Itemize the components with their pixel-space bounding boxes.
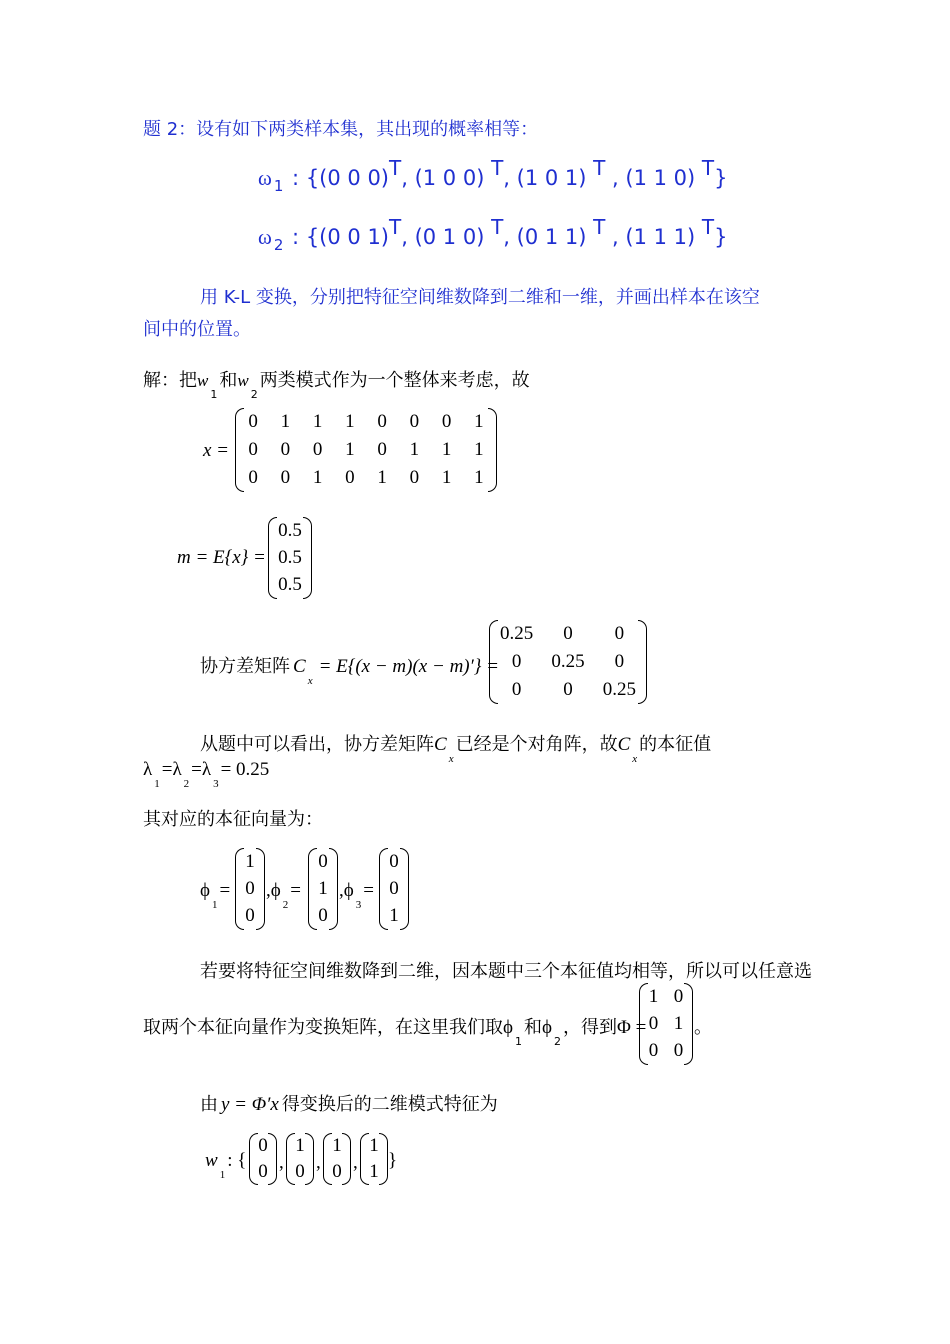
matrix-cell: 0.25: [551, 651, 585, 672]
comma: ,: [339, 880, 344, 901]
right-paren: [256, 848, 265, 930]
matrix-cell: 1: [441, 467, 452, 488]
matrix-cell: 0: [345, 467, 355, 488]
omega1-part: , (1 0 0): [401, 166, 492, 190]
matrix-cell: 1: [441, 439, 452, 460]
matrix-cell: 0.5: [278, 546, 302, 568]
matrix-cell: 0.25: [602, 679, 636, 700]
matrix-cell: 0: [614, 651, 625, 672]
matrix-cell: 0: [563, 623, 573, 644]
x-matrix: [237, 408, 495, 492]
eigenvector-heading: 其对应的本征向量为：: [143, 809, 323, 830]
left-paren: [235, 848, 244, 930]
left-paren: [379, 848, 388, 930]
covariance-line: [200, 652, 499, 687]
reduce-text-b: ，得到: [563, 1017, 618, 1038]
matrix-cell: 0: [389, 850, 399, 872]
phi-symbol: ϕ: [542, 1017, 553, 1038]
x-label: x =: [203, 440, 230, 461]
left-paren: [323, 1133, 332, 1185]
matrix-cell: 0: [563, 679, 573, 700]
matrix-cell: 0: [389, 877, 399, 899]
reduce-line-1: 若要将特征空间维数降到二维，因本题中三个本征值均相等，所以可以任意选: [200, 961, 812, 982]
matrix-cell: 1: [312, 411, 323, 432]
w1-projected-label: [205, 1150, 247, 1181]
right-paren: [268, 1133, 277, 1185]
matrix-cell: 1: [332, 1135, 342, 1156]
w1-sub: 1: [219, 1169, 226, 1181]
right-paren: [303, 517, 312, 599]
eq-sign: =: [219, 880, 231, 901]
left-paren: [268, 517, 277, 599]
matrix-cell: 1: [369, 1161, 379, 1182]
matrix-cell: 0: [673, 1040, 684, 1062]
left-paren: [639, 983, 648, 1065]
phi-symbol: ϕ: [270, 880, 281, 901]
left-paren: [235, 408, 244, 492]
matrix-cell: 1: [345, 411, 355, 432]
right-paren: [305, 1133, 314, 1185]
matrix-cell: 0.5: [278, 574, 302, 596]
phi3-label: [339, 880, 374, 911]
matrix-cell: 1: [409, 439, 420, 460]
lambda-symbol: λ: [201, 759, 212, 780]
matrix-cell: 0: [511, 651, 522, 672]
diag-text-a: 从题中可以看出，协方差矩阵: [200, 734, 434, 755]
reduce-and: 和: [524, 1017, 543, 1038]
transpose-mark: T: [593, 156, 606, 180]
right-paren: [684, 983, 693, 1065]
matrix-cell: 0: [377, 439, 387, 460]
matrix-cell: 0: [248, 467, 258, 488]
lambda-sub3: 3: [213, 778, 219, 790]
w1-vector-4: [362, 1133, 386, 1185]
matrix-cell: 0: [409, 467, 420, 488]
matrix-cell: 0.5: [278, 519, 302, 541]
transpose-mark: T: [389, 156, 402, 180]
eq-sign: =: [161, 759, 173, 780]
phi-sub3: 3: [355, 899, 362, 911]
left-paren: [308, 848, 317, 930]
eigenvalue: = 0.25: [220, 759, 270, 780]
mean-vector: [270, 517, 310, 599]
omega1-set: [258, 156, 728, 195]
omega2-colon: :: [285, 225, 306, 249]
matrix-cell: 0: [258, 1135, 268, 1156]
left-paren: [249, 1133, 258, 1185]
w1-symbol: w: [205, 1150, 218, 1171]
matrix-cell: 0: [280, 467, 291, 488]
matrix-cell: 1: [318, 877, 328, 899]
cov-C: C: [293, 656, 306, 677]
omega1-part: {(0 0 0): [305, 166, 389, 190]
omega1-colon: :: [285, 166, 306, 190]
task-line-1: 用 K-L 变换，分别把特征空间维数降到二维和一维，并画出样本在该空: [200, 287, 760, 308]
phi2-label: [266, 880, 301, 911]
omega2-subscript: 2: [273, 236, 284, 254]
transform-statement: [200, 1090, 498, 1116]
omega1-part: }: [714, 166, 728, 190]
matrix-cell: 1: [474, 467, 484, 488]
transpose-mark: T: [701, 156, 715, 180]
eigenvalues: [143, 759, 270, 790]
diag-text-b: 已经是个对角阵，故: [455, 734, 618, 755]
left-paren: [489, 620, 498, 704]
right-paren: [488, 408, 497, 492]
y-expression: y = Φ′x: [221, 1094, 279, 1115]
phi1-vector: [237, 848, 263, 930]
phi3-vector: [381, 848, 407, 930]
matrix-cell: 0: [614, 623, 625, 644]
matrix-cell: 0: [377, 411, 387, 432]
matrix-cell: 0: [248, 411, 258, 432]
comma: ,: [266, 880, 271, 901]
matrix-cell: 0: [248, 439, 258, 460]
mean-label: m = E{x} =: [177, 547, 266, 568]
lambda-sub2: 2: [183, 778, 190, 790]
by-text-b: 得变换后的二维模式特征为: [281, 1094, 498, 1115]
matrix-cell: 0: [295, 1161, 305, 1182]
Phi-matrix: [641, 983, 691, 1065]
matrix-cell: 0: [245, 877, 255, 899]
w1-vector-2: [288, 1133, 312, 1185]
lambda-sub1: 1: [154, 778, 160, 790]
right-paren: [638, 620, 647, 704]
matrix-cell: 1: [377, 467, 387, 488]
by-text: 由: [200, 1094, 218, 1115]
cov-expression: = E{(x − m)(x − m)′} =: [318, 656, 499, 677]
right-paren: [379, 1133, 388, 1185]
matrix-cell: 1: [280, 411, 291, 432]
matrix-cell: 1: [474, 439, 484, 460]
Phi-label: Φ =: [617, 1017, 647, 1038]
matrix-cell: 0: [245, 905, 255, 927]
matrix-cell: 0: [280, 439, 291, 460]
comma: ,: [316, 1152, 321, 1173]
comma: ,: [353, 1152, 358, 1173]
matrix-cell: 1: [245, 850, 255, 872]
matrix-cell: 0: [409, 411, 420, 432]
var-w2: w: [237, 371, 249, 390]
intro-text-a: 解：把: [143, 370, 197, 391]
omega2-part: {(0 0 1): [305, 225, 389, 249]
omega2-part: , (0 1 0): [401, 225, 492, 249]
matrix-cell: 0: [673, 985, 684, 1007]
phi-symbol: ϕ: [343, 880, 354, 901]
omega2-set: [258, 215, 728, 254]
lambda-symbol: λ: [172, 759, 182, 780]
task-line-2: 间中的位置。: [143, 319, 251, 340]
w2-subscript: 2: [250, 388, 258, 401]
phi-sub2: 2: [282, 899, 289, 911]
matrix-cell: 1: [648, 985, 659, 1007]
matrix-cell: 0: [441, 411, 452, 432]
matrix-cell: 1: [369, 1135, 379, 1156]
matrix-cell: 1: [312, 467, 323, 488]
right-paren: [329, 848, 338, 930]
omega2-symbol: ω: [258, 225, 272, 249]
omega2-part: }: [714, 225, 728, 249]
eq-sign: =: [191, 759, 202, 780]
matrix-cell: 0.25: [500, 623, 534, 644]
comma: ,: [279, 1152, 284, 1173]
reduce-line-2: [143, 1013, 647, 1048]
omega1-part: , (1 1 0): [605, 166, 702, 190]
matrix-cell: 1: [389, 905, 399, 927]
matrix-cell: 0: [318, 850, 328, 872]
eq-sign: =: [290, 880, 301, 901]
diag-sub1: x: [448, 753, 454, 765]
and-text: 和: [219, 370, 238, 391]
matrix-cell: 0: [312, 439, 323, 460]
omega1-subscript: 1: [273, 177, 284, 195]
transpose-mark: T: [389, 215, 402, 239]
transpose-mark: T: [491, 215, 504, 239]
right-paren: [400, 848, 409, 930]
matrix-cell: 1: [474, 411, 484, 432]
var-w1: w: [197, 371, 209, 390]
diag-sub2: x: [632, 753, 638, 765]
eq-sign: =: [363, 880, 374, 901]
left-paren: [360, 1133, 369, 1185]
diag-C2: C: [617, 734, 631, 755]
transpose-mark: T: [701, 215, 715, 239]
matrix-cell: 1: [295, 1135, 305, 1156]
reduce-text-a: 取两个本征向量作为变换矩阵，在这里我们取: [143, 1017, 503, 1038]
phi-symbol: ϕ: [200, 880, 211, 901]
intro-text-b: 两类模式作为一个整体来考虑，故: [259, 370, 530, 391]
w1-close-brace: }: [388, 1150, 398, 1171]
right-paren: [342, 1133, 351, 1185]
matrix-cell: 1: [673, 1012, 684, 1034]
diagonal-statement: [200, 730, 712, 765]
left-paren: [286, 1133, 295, 1185]
matrix-cell: 0: [332, 1161, 342, 1182]
phi1-label: [200, 880, 231, 911]
matrix-cell: 0: [318, 905, 328, 927]
matrix-cell: 0: [648, 1012, 659, 1034]
solution-intro: [143, 366, 530, 401]
diag-text-c: 的本征值: [639, 734, 712, 755]
diag-C1: C: [434, 734, 447, 755]
problem-title: 题 2：设有如下两类样本集，其出现的概率相等：: [143, 119, 539, 140]
w1-colon: : {: [227, 1150, 247, 1171]
covariance-matrix: [491, 620, 645, 704]
matrix-cell: 0: [511, 679, 522, 700]
w1-subscript: 1: [210, 388, 218, 401]
phi-sub1: 1: [212, 899, 218, 911]
omega1-symbol: ω: [258, 166, 272, 190]
w1-vector-1: [251, 1133, 275, 1185]
omega1-part: , (1 0 1): [503, 166, 594, 190]
omega2-part: , (1 1 1): [605, 225, 702, 249]
matrix-cell: 1: [345, 439, 355, 460]
phi-sub2: 2: [554, 1035, 562, 1048]
phi-sub1: 1: [515, 1035, 523, 1048]
phi2-vector: [310, 848, 336, 930]
period: 。: [694, 1017, 712, 1038]
covariance-text: 协方差矩阵: [200, 656, 290, 677]
matrix-cell: 0: [648, 1040, 659, 1062]
w1-vector-3: [325, 1133, 349, 1185]
phi-symbol: ϕ: [503, 1017, 514, 1038]
transpose-mark: T: [593, 215, 606, 239]
omega2-part: , (0 1 1): [503, 225, 594, 249]
lambda-symbol: λ: [143, 759, 153, 780]
transpose-mark: T: [491, 156, 504, 180]
cov-subscript: x: [307, 675, 313, 687]
matrix-cell: 0: [258, 1161, 268, 1182]
